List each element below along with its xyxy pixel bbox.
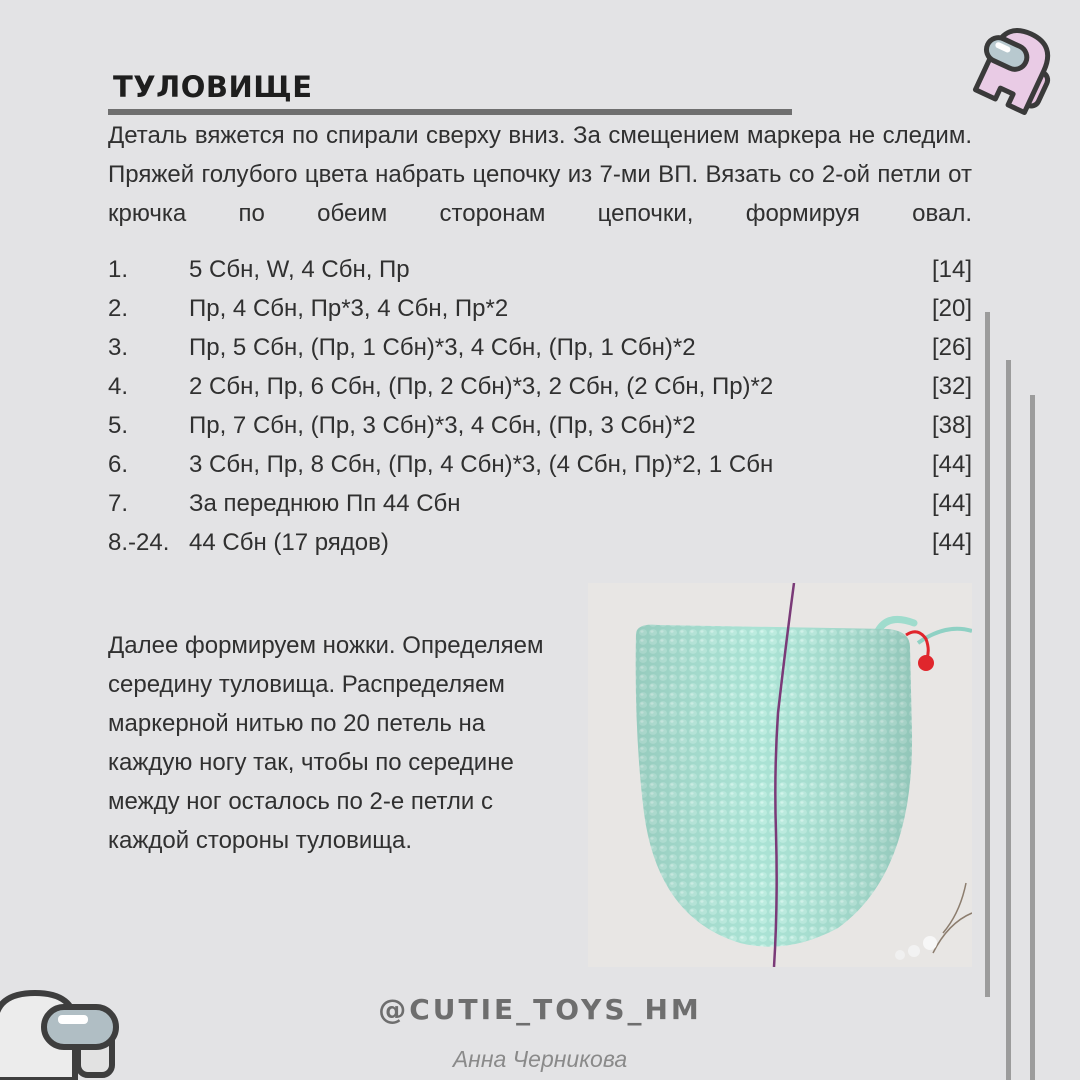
row-instructions: Пр, 5 Сбн, (Пр, 1 Сбн)*3, 4 Сбн, (Пр, 1 Сбн)*2 bbox=[189, 334, 696, 361]
row-number: 8.-24. bbox=[108, 529, 170, 556]
decorative-line bbox=[1030, 395, 1035, 1080]
paragraph-line: между ног осталось по 2-е петли с bbox=[108, 788, 493, 815]
pattern-row bbox=[108, 367, 972, 406]
row-stitch-count: [26] bbox=[931, 334, 972, 361]
decorative-line bbox=[985, 312, 990, 997]
row-stitch-count: [20] bbox=[931, 295, 972, 322]
row-stitch-count: [38] bbox=[931, 412, 972, 439]
crewmate-icon-top-right bbox=[958, 18, 1068, 128]
row-instructions: За переднюю Пп 44 Сбн bbox=[189, 490, 461, 517]
legs-instructions-paragraph bbox=[108, 626, 598, 860]
row-stitch-count: [14] bbox=[931, 256, 972, 283]
row-number: 4. bbox=[108, 373, 129, 400]
row-instructions: 5 Сбн, W, 4 Сбн, Пр bbox=[189, 256, 410, 283]
paragraph-line: маркерной нитью по 20 петель на bbox=[108, 710, 486, 737]
row-number: 1. bbox=[108, 256, 129, 283]
row-stitch-count: [44] bbox=[931, 451, 972, 478]
row-stitch-count: [44] bbox=[931, 529, 972, 556]
page-title: ТУЛОВИЩЕ bbox=[113, 70, 313, 104]
pattern-row bbox=[108, 250, 972, 289]
author-name: Анна Черникова bbox=[452, 1046, 628, 1072]
row-instructions: 2 Сбн, Пр, 6 Сбн, (Пр, 2 Сбн)*3, 2 Сбн, (2 Сбн, Пр)*2 bbox=[189, 373, 774, 400]
row-number: 3. bbox=[108, 334, 129, 361]
knitted-body-photo bbox=[588, 583, 972, 967]
row-instructions: 44 Сбн (17 рядов) bbox=[189, 529, 389, 556]
title-underline bbox=[108, 109, 792, 115]
pattern-row bbox=[108, 523, 972, 562]
row-instructions: Пр, 4 Сбн, Пр*3, 4 Сбн, Пр*2 bbox=[189, 295, 509, 322]
crewmate-icon-bottom-left bbox=[0, 985, 130, 1080]
row-instructions: Пр, 7 Сбн, (Пр, 3 Сбн)*3, 4 Сбн, (Пр, 3 Сбн)*2 bbox=[189, 412, 696, 439]
pattern-row bbox=[108, 406, 972, 445]
social-handle: @CUTIE_TOYS_HM bbox=[378, 993, 702, 1026]
pattern-row bbox=[108, 328, 972, 367]
row-number: 7. bbox=[108, 490, 129, 517]
pattern-row bbox=[108, 445, 972, 484]
paragraph-line: каждой стороны туловища. bbox=[108, 827, 413, 854]
pattern-rows bbox=[108, 250, 972, 562]
row-instructions: 3 Сбн, Пр, 8 Сбн, (Пр, 4 Сбн)*3, (4 Сбн, Пр)*2, 1 Сбн bbox=[189, 451, 774, 478]
row-stitch-count: [44] bbox=[931, 490, 972, 517]
paragraph-line: середину туловища. Распределяем bbox=[108, 671, 505, 698]
flower-decoration-icon bbox=[933, 883, 972, 953]
pattern-row bbox=[108, 289, 972, 328]
row-number: 2. bbox=[108, 295, 129, 322]
row-stitch-count: [32] bbox=[931, 373, 972, 400]
row-number: 5. bbox=[108, 412, 129, 439]
intro-paragraph: Деталь вяжется по спирали сверху вниз. За смещением маркера не следим. Пряжей голубого цвета набрать цепочку из 7-ми ВП. Вязать со 2-ой петли от крючка по обеим сторонам цепочки, формируя овал. bbox=[108, 122, 972, 227]
pattern-row bbox=[108, 484, 972, 523]
paragraph-line: каждую ногу так, чтобы по середине bbox=[108, 749, 514, 776]
paragraph-line: Далее формируем ножки. Определяем bbox=[108, 632, 544, 659]
decorative-line bbox=[1006, 360, 1011, 1080]
row-number: 6. bbox=[108, 451, 129, 478]
